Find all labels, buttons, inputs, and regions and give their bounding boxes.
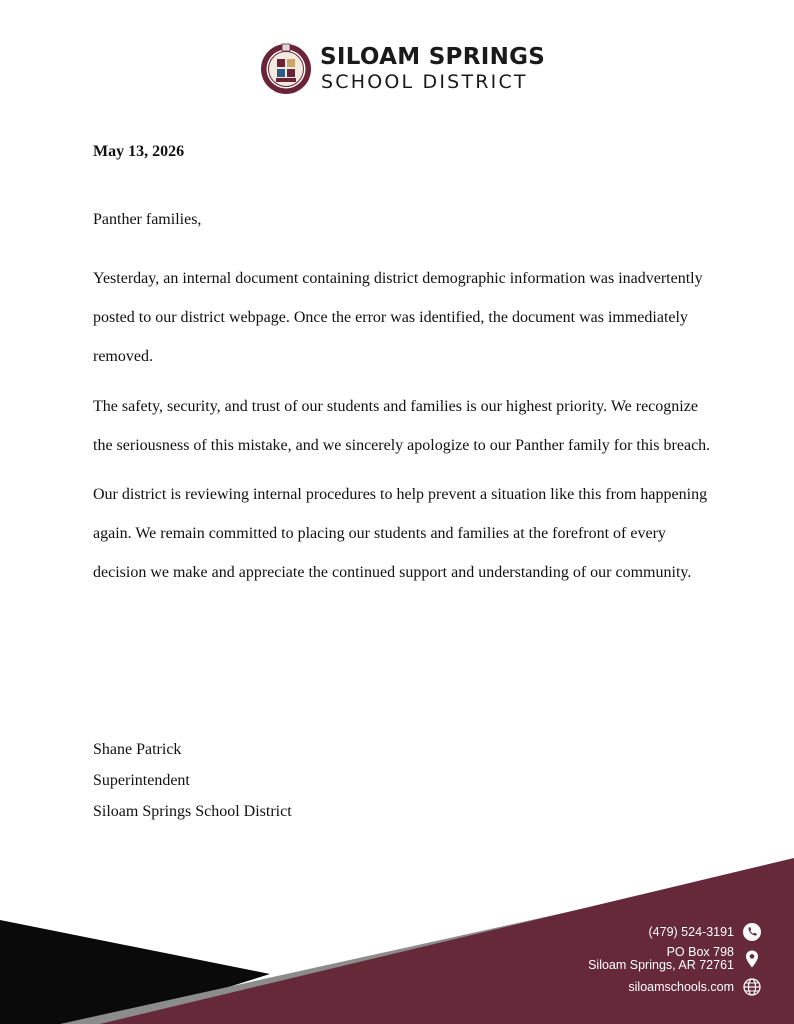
paragraph: The safety, security, and trust of our students and families is our highest priority. We recognize the seriousness of this mistake, and we sincerely apologize to our Panther family for this breach.	[93, 397, 711, 454]
letter-body	[93, 141, 713, 593]
signature-block	[93, 734, 292, 827]
district-seal-icon	[259, 40, 313, 96]
salutation: Panther families,	[93, 211, 202, 228]
brand-name: SILOAM SPRINGS	[320, 44, 546, 70]
letterhead	[259, 40, 549, 98]
paragraph: Yesterday, an internal document containing district demographic information was inadvertently posted to our district webpage. Once the error was identified, the document was immediately removed.	[93, 270, 703, 366]
signer-title: Superintendent	[93, 772, 190, 789]
footer-contact	[462, 920, 762, 1000]
phone-icon	[742, 922, 762, 942]
address-row	[588, 946, 762, 972]
location-pin-icon	[742, 949, 762, 969]
website-row	[628, 977, 762, 997]
globe-icon	[742, 977, 762, 997]
website-link[interactable]: siloamschools.com	[628, 979, 734, 994]
signer-name: Shane Patrick	[93, 741, 182, 758]
brand-subtitle: SCHOOL DISTRICT	[321, 71, 528, 93]
phone-row	[649, 922, 762, 942]
address-line1: PO Box 798	[666, 945, 734, 959]
address-line2: Siloam Springs, AR 72761	[588, 958, 734, 972]
phone-number: (479) 524-3191	[648, 924, 734, 939]
signer-organization: Siloam Springs School District	[93, 803, 292, 820]
paragraph: Our district is reviewing internal procedures to help prevent a situation like this from happening again. We remain committed to placing our students and families at the forefront of every decision we make and appreciate the continued support and understanding of our community.	[93, 486, 708, 582]
letter-date: May 13, 2026	[93, 143, 185, 160]
